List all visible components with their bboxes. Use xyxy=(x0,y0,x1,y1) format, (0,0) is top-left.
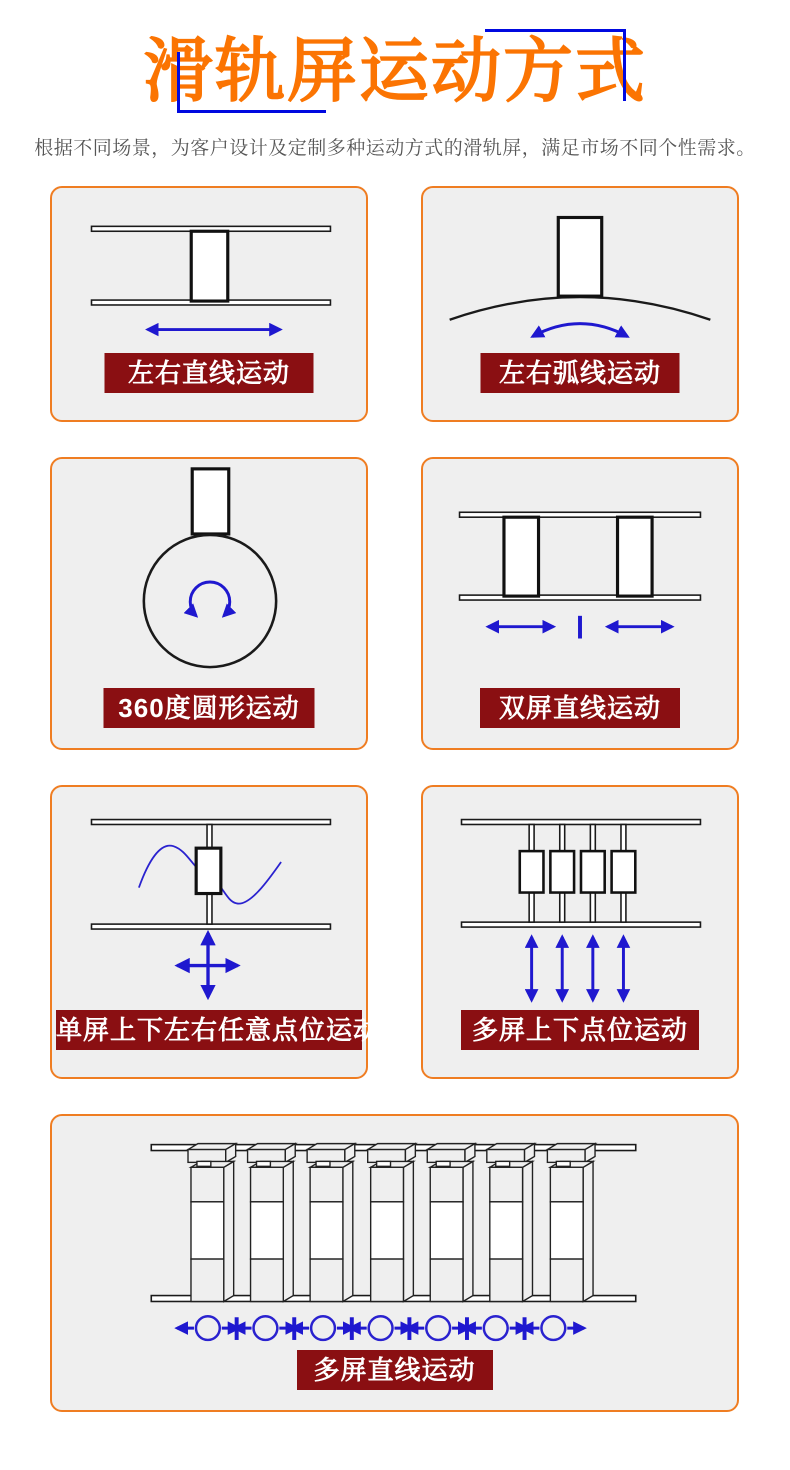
slide-wheel-icon xyxy=(235,1316,297,1340)
screen-3d xyxy=(188,1144,236,1302)
screen-3d xyxy=(307,1144,355,1302)
page-title: 滑轨屏运动方式 xyxy=(143,32,647,110)
panel-lr-linear xyxy=(50,186,368,422)
rail xyxy=(462,820,701,825)
screen-3d xyxy=(487,1144,535,1302)
screen-rect xyxy=(191,231,228,301)
slide-wheel-icon xyxy=(523,1316,585,1340)
screen-3d xyxy=(427,1144,475,1302)
panel-circle-360 xyxy=(50,457,368,750)
screen-rect xyxy=(196,848,221,893)
motion-label: 360度圆形运动 xyxy=(104,688,315,728)
panel-dual-linear xyxy=(421,457,739,750)
slide-wheel-icon xyxy=(407,1316,469,1340)
slide-wheel-icon xyxy=(177,1316,239,1340)
panel-grid xyxy=(50,186,740,1412)
screen-3d xyxy=(368,1144,416,1302)
arc-arrow-icon xyxy=(533,324,628,337)
screen-rect xyxy=(504,517,539,596)
rotation-arrow-icon xyxy=(190,582,229,616)
screen-3d xyxy=(248,1144,296,1302)
panel-single-anypoint xyxy=(50,785,381,1079)
screen-unit xyxy=(581,824,605,922)
screen-unit xyxy=(550,824,574,922)
motion-label: 多屏上下点位运动 xyxy=(461,1010,699,1050)
rail xyxy=(462,922,701,927)
screen-rect xyxy=(618,517,653,596)
page-subtitle: 根据不同场景，为客户设计及定制多种运动方式的滑轨屏，满足市场不同个性需求。 xyxy=(34,138,756,159)
motion-label: 左右直线运动 xyxy=(105,353,314,393)
motion-label: 左右弧线运动 xyxy=(481,353,680,393)
slide-wheel-icon xyxy=(292,1316,354,1340)
motion-label: 双屏直线运动 xyxy=(480,688,680,728)
screen-unit xyxy=(520,824,544,922)
arc-rail xyxy=(450,297,711,320)
rail xyxy=(460,512,701,517)
screen-rect xyxy=(192,469,229,534)
motion-label: 单屏上下左右任意点位运动 xyxy=(56,1010,362,1050)
page xyxy=(0,29,790,1470)
header xyxy=(0,29,790,113)
screen-3d xyxy=(547,1144,595,1302)
rail xyxy=(460,595,701,600)
motion-label: 多屏直线运动 xyxy=(297,1350,493,1390)
panel-multi-updown xyxy=(421,785,739,1079)
screen-unit xyxy=(612,824,636,922)
panel-multi-linear xyxy=(50,1114,739,1412)
circular-rail xyxy=(144,535,276,667)
panel-lr-arc xyxy=(421,186,739,422)
slide-wheel-icon xyxy=(465,1316,527,1340)
screen-rect xyxy=(558,217,601,296)
slide-wheel-icon xyxy=(350,1316,412,1340)
